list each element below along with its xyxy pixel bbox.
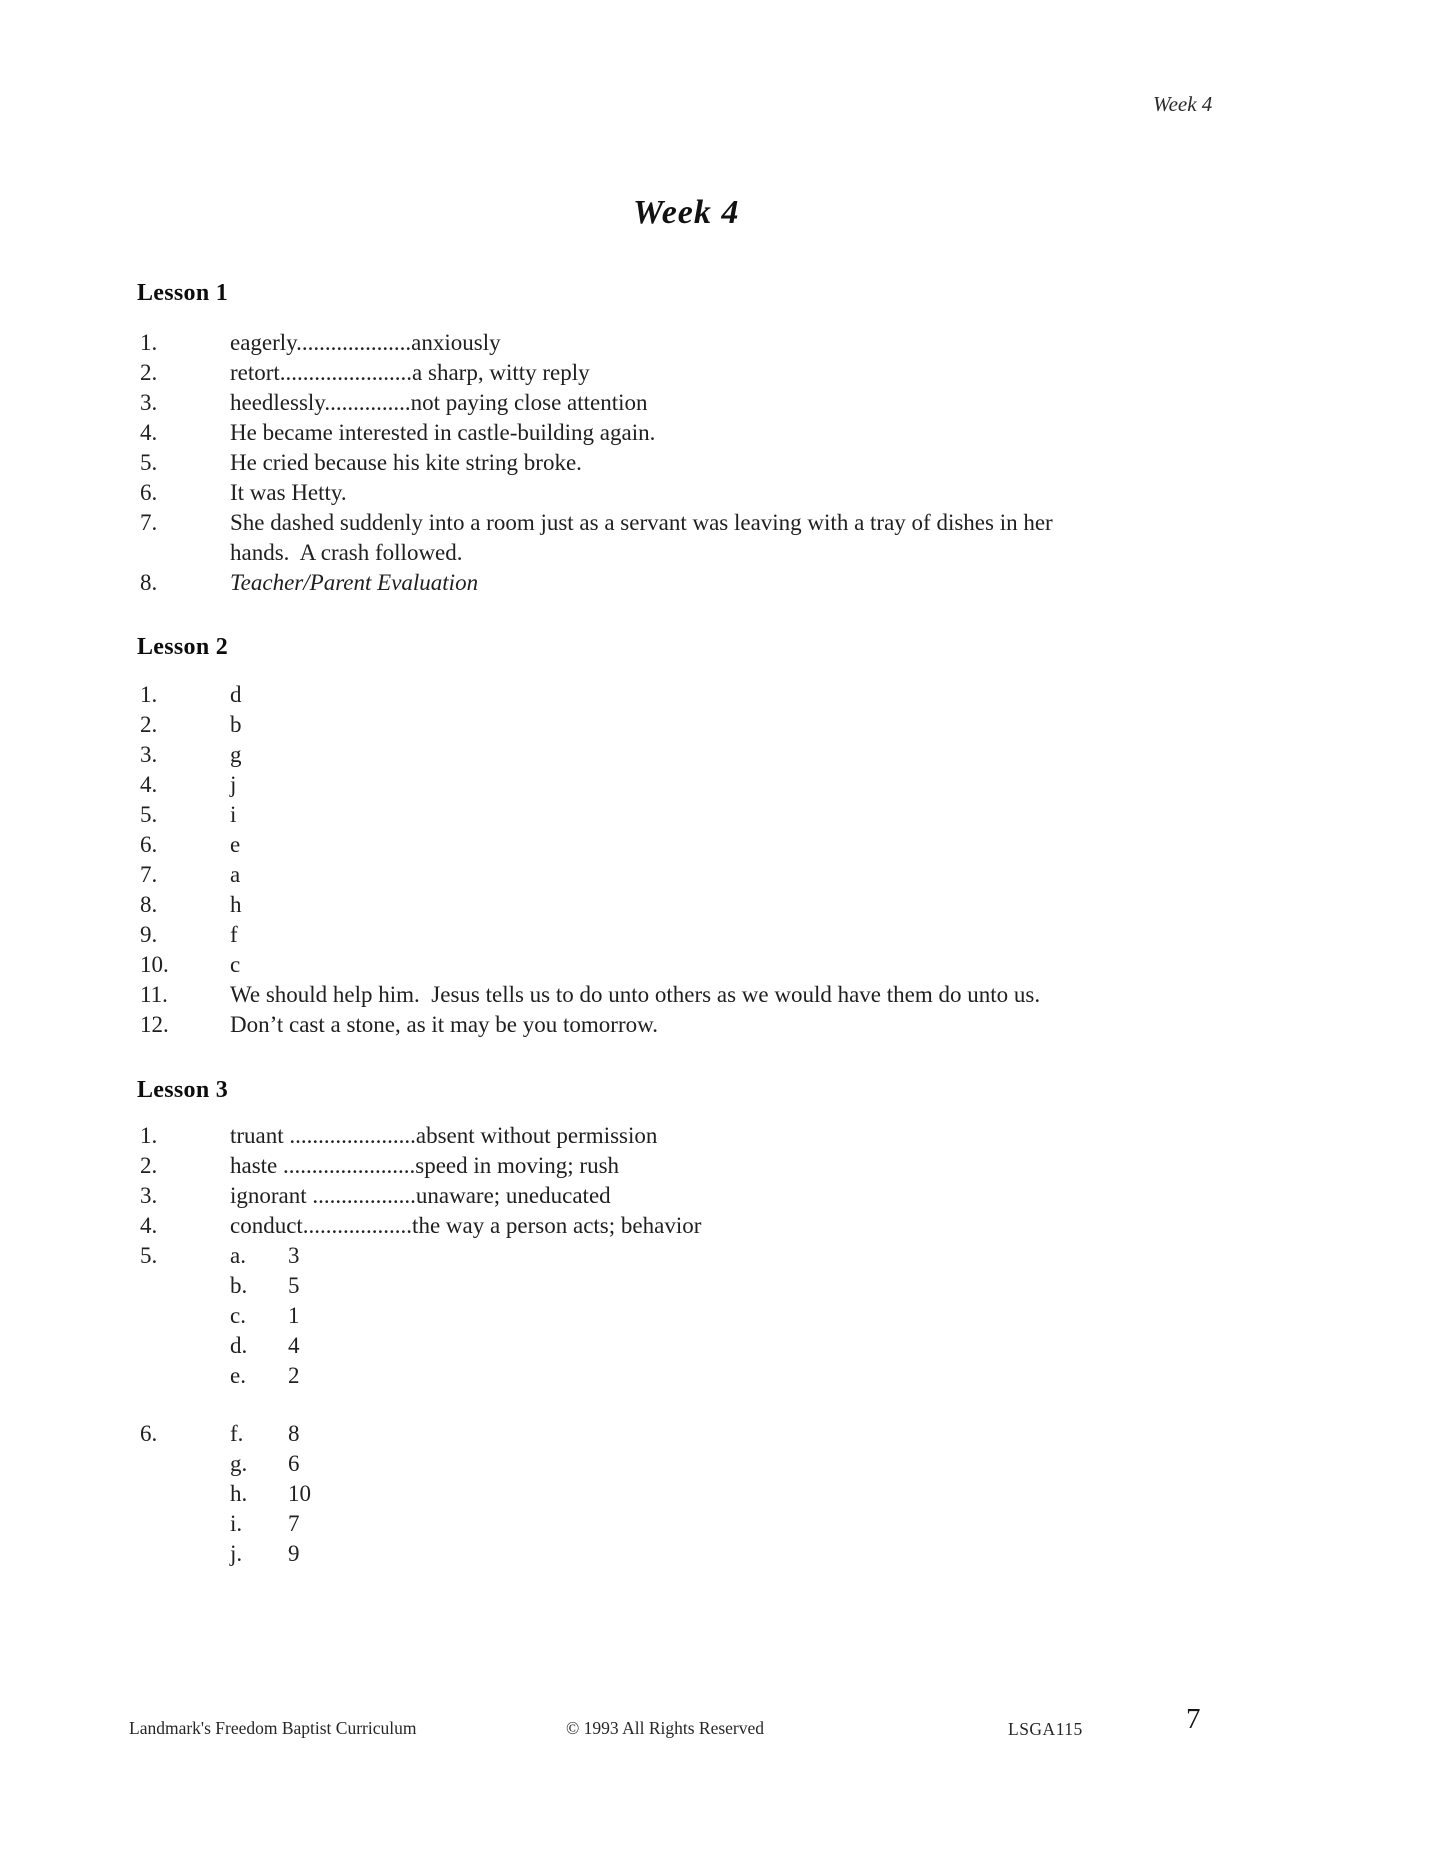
footer-copyright: © 1993 All Rights Reserved: [566, 1718, 765, 1738]
item-number: [140, 1331, 230, 1361]
answer-row: [140, 418, 1110, 448]
item-number: 6.: [140, 1421, 158, 1446]
answer-row: [140, 890, 1110, 920]
answer-row: [140, 1361, 1110, 1391]
item-text: conduct...................the way a person acts; behavior: [230, 1213, 702, 1238]
sub-item-value: 9: [288, 1541, 300, 1566]
sub-item-value: 5: [288, 1273, 300, 1298]
sub-item-value: 3: [288, 1243, 300, 1268]
sub-item-letter: j.: [230, 1541, 243, 1566]
sub-item-letter: b.: [230, 1273, 248, 1298]
item-number: 3.: [140, 1183, 158, 1208]
sub-item-value: 6: [288, 1451, 300, 1476]
lesson-2-heading: Lesson 2: [137, 634, 229, 660]
item-text: heedlessly...............not paying close attention: [230, 390, 648, 415]
item-text: We should help him. Jesus tells us to do unto others as we would have them do unto us.: [230, 982, 1041, 1007]
item-number: 4.: [140, 1213, 158, 1238]
item-text: j: [230, 772, 237, 797]
footer-page-number: 7: [1186, 1703, 1201, 1735]
item-text: f: [230, 922, 238, 947]
page-title: Week 4: [633, 194, 740, 231]
item-number: 8.: [140, 570, 158, 595]
answer-row: [140, 448, 1110, 478]
item-text: Don’t cast a stone, as it may be you tomorrow.: [230, 1012, 658, 1037]
item-text: eagerly....................anxiously: [230, 330, 501, 355]
sub-item-letter: g.: [230, 1451, 248, 1476]
sub-item-letter: f.: [230, 1421, 244, 1446]
item-text: retort.......................a sharp, witty reply: [230, 360, 590, 385]
item-number: 1.: [140, 682, 158, 707]
answer-row: [140, 358, 1110, 388]
answer-row: [140, 1449, 1110, 1479]
sub-item-letter: i.: [230, 1511, 243, 1536]
answer-row: [140, 1301, 1110, 1331]
item-text: e: [230, 832, 241, 857]
answer-row: [140, 740, 1110, 770]
answer-row: [140, 950, 1110, 980]
footer-catalog-code: LSGA115: [1008, 1719, 1083, 1739]
item-number: 12.: [140, 1012, 169, 1037]
item-text: He became interested in castle-building again.: [230, 420, 656, 445]
answer-row: [140, 1331, 1110, 1361]
item-number: [140, 1301, 230, 1331]
answer-row: [140, 830, 1110, 860]
item-number: 6.: [140, 832, 158, 857]
lesson-1-heading: Lesson 1: [137, 280, 229, 306]
answer-row: [140, 1271, 1110, 1301]
item-text: b: [230, 712, 242, 737]
lesson-3-answer-list: [140, 1121, 1110, 1569]
item-text: h: [230, 892, 242, 917]
item-number: 1.: [140, 330, 158, 355]
answer-row: [140, 1539, 1110, 1569]
item-number: [140, 1449, 230, 1479]
answer-row: [140, 860, 1110, 890]
item-number: 5.: [140, 802, 158, 827]
sub-item-value: 2: [288, 1363, 300, 1388]
answer-row: [140, 1241, 1110, 1271]
answer-row: [140, 1211, 1110, 1241]
answer-row: [140, 1181, 1110, 1211]
item-number: 4.: [140, 772, 158, 797]
running-header-week: Week 4: [1153, 92, 1213, 116]
item-number: 7.: [140, 862, 158, 887]
item-number: 5.: [140, 450, 158, 475]
sub-item-letter: e.: [230, 1363, 246, 1388]
answer-row: [140, 1479, 1110, 1509]
lesson-3-heading: Lesson 3: [137, 1077, 229, 1103]
lesson-2-answer-list: [140, 680, 1110, 1040]
item-text: truant ......................absent without permission: [230, 1123, 658, 1148]
sub-item-letter: c.: [230, 1303, 246, 1328]
item-text: c: [230, 952, 241, 977]
item-text: i: [230, 802, 237, 827]
sub-item-value: 1: [288, 1303, 300, 1328]
answer-row: [140, 1121, 1110, 1151]
item-number: 10.: [140, 952, 169, 977]
sub-item-value: 4: [288, 1333, 300, 1358]
answer-row: [140, 1151, 1110, 1181]
item-text: d: [230, 682, 242, 707]
item-number: 1.: [140, 1123, 158, 1148]
answer-row: [140, 1419, 1110, 1449]
answer-row: [140, 388, 1110, 418]
sub-item-value: 10: [288, 1481, 311, 1506]
sub-item-letter: h.: [230, 1481, 248, 1506]
item-text: g: [230, 742, 242, 767]
item-number: 2.: [140, 360, 158, 385]
answer-row: [140, 508, 1110, 568]
sub-item-value: 8: [288, 1421, 300, 1446]
answer-row: [140, 980, 1110, 1010]
answer-row: [140, 478, 1110, 508]
item-number: 5.: [140, 1243, 158, 1268]
sub-item-value: 7: [288, 1511, 300, 1536]
item-number: 7.: [140, 510, 158, 535]
item-text: It was Hetty.: [230, 480, 347, 505]
answer-row: [140, 710, 1110, 740]
sub-item-letter: d.: [230, 1333, 248, 1358]
item-number: 6.: [140, 480, 158, 505]
answer-row: [140, 1010, 1110, 1040]
answer-row: [140, 680, 1110, 710]
item-number: [140, 1271, 230, 1301]
answer-row: [140, 1509, 1110, 1539]
answer-row: [140, 328, 1110, 358]
sub-item-letter: a.: [230, 1243, 246, 1268]
item-text: He cried because his kite string broke.: [230, 450, 582, 475]
lesson-1-answer-list: [140, 328, 1110, 598]
item-text: haste .......................speed in moving; rush: [230, 1153, 620, 1178]
item-text: a: [230, 862, 241, 887]
item-number: 9.: [140, 922, 158, 947]
answer-row: [140, 568, 1110, 598]
item-number: [140, 1509, 230, 1539]
item-number: 2.: [140, 712, 158, 737]
item-number: [140, 1539, 230, 1569]
item-number: 11.: [140, 982, 168, 1007]
footer-publisher: Landmark's Freedom Baptist Curriculum: [129, 1718, 417, 1738]
answer-row: [140, 770, 1110, 800]
item-number: 3.: [140, 742, 158, 767]
item-number: [140, 1479, 230, 1509]
item-text: Teacher/Parent Evaluation: [230, 570, 479, 595]
item-text: ignorant ..................unaware; uneducated: [230, 1183, 611, 1208]
item-number: 8.: [140, 892, 158, 917]
item-text: She dashed suddenly into a room just as a servant was leaving with a tray of dishes in her hands. A crash followed.: [230, 510, 1059, 565]
answer-row: [140, 920, 1110, 950]
answer-row: [140, 800, 1110, 830]
item-number: [140, 1361, 230, 1391]
item-number: 2.: [140, 1153, 158, 1178]
item-number: 4.: [140, 420, 158, 445]
item-number: 3.: [140, 390, 158, 415]
